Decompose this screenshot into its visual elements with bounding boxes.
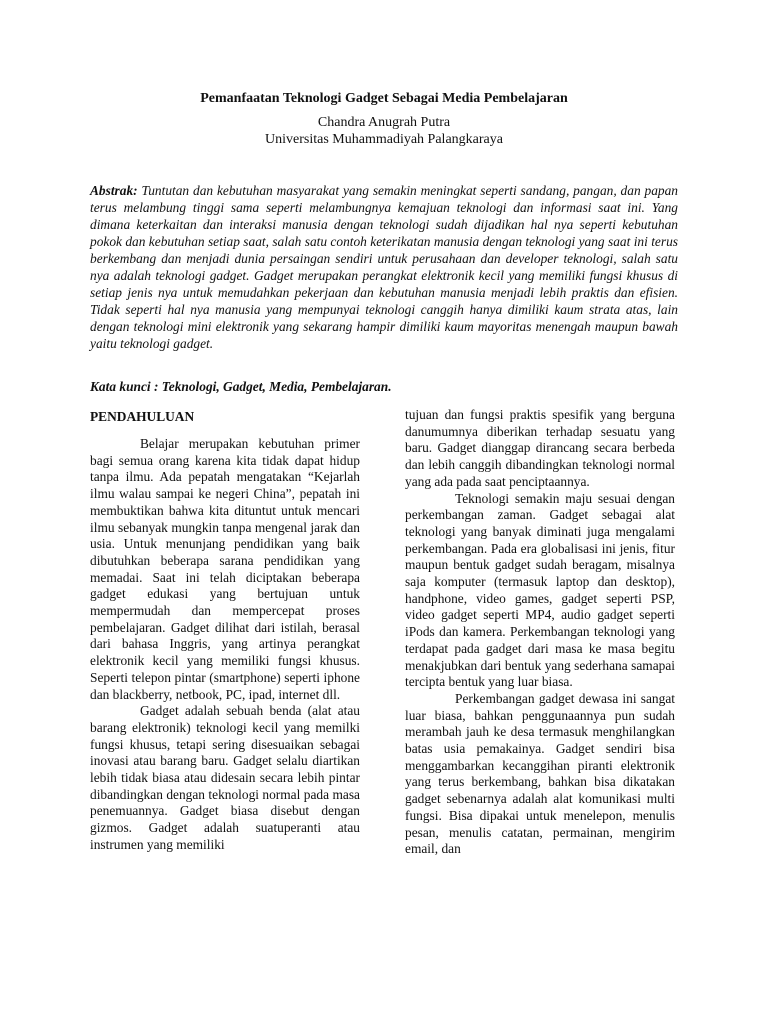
paragraph: Perkembangan gadget dewasa ini sangat luar biasa, bahkan penggunaannya pun sudah merambah jauh ke desa termasuk menghilangkan batas usia pemakainya. Gadget sendiri bisa menggambarkan kecanggihan piranti elektronik yang terus berkembang, bahkan bisa dikatakan gadget sebenarnya adalah alat komunikasi multi fungsi. Bisa dipakai untuk menelepon, menulis pesan, menulis catatan, permainan, mengirim email, dan xyxy=(405,690,675,857)
paper-title: Pemanfaatan Teknologi Gadget Sebagai Media Pembelajaran xyxy=(200,91,568,106)
abstract-text: Tuntutan dan kebutuhan masyarakat yang semakin meningkat seperti sandang, pangan, dan papan terus melambung tinggi sama seperti melambungnya kemajuan teknologi dan informasi saat ini. Yang dimana keterkaitan dan interaksi manusia dengan teknologi sudah dijadikan hal nya seperti kebutuhan pokok dan kebutuhan setiap saat, salah satu contoh keterikatan manusia dengan teknologi yang saat ini terus berkembang dan menjadi dunia persaingan sendiri untuk perusahaan dan developer teknologi, salah satu nya adalah teknologi gadget. Gadget merupakan perangkat elektronik kecil yang memiliki fungsi khusus di setiap jenis nya untuk memudahkan pekerjaan dan kebutuhan manusia menjadi lebih praktis dan efisien. Tidak seperti hal nya manusia yang mempunyai teknologi canggih hanya dimiliki kaum strata atas, lain dengan teknologi mini elektronik yang sekarang hampir dimiliki kaum mayoritas menengah maupun bawah yaitu teknologi gadget. xyxy=(90,183,678,351)
abstract-label: Abstrak: xyxy=(90,183,138,198)
keywords: Kata kunci : Teknologi, Gadget, Media, Pembelajaran. xyxy=(90,379,392,394)
section-heading: PENDAHULUAN xyxy=(90,409,195,424)
affiliation: Universitas Muhammadiyah Palangkaraya xyxy=(265,132,503,147)
paragraph: Belajar merupakan kebutuhan primer bagi semua orang karena kita tidak dapat hidup tanpa ilmu. Ada pepatah mengatakan “Kejarlah ilmu walau sampai ke negeri China”, pepatah ini membuktikan bahwa kita dituntut untuk mencari ilmu sebanyak mungkin tanpa mengenal jarak dan usia. Untuk menunjang pendidikan yang baik dibutuhkan beberapa sarana pendidikan yang memadai. Saat ini telah diciptakan beberapa gadget edukasi yang bertujuan untuk mempermudah dan mempercepat proses pembelajaran. Gadget dilihat dari istilah, berasal dari bahasa Inggris, yang artinya perangkat elektronik kecil yang memiliki fungsi khusus. Seperti telepon pintar (smartphone) seperti iphone dan blackberry, netbook, PC, ipad, internet dll. xyxy=(90,436,360,702)
abstract xyxy=(90,182,678,352)
right-column xyxy=(405,407,675,858)
left-column xyxy=(90,408,360,854)
paragraph: Gadget adalah sebuah benda (alat atau barang elektronik) teknologi kecil yang memilki fungsi khusus, tetapi sering disesuaikan sebagai inovasi atau barang baru. Gadget selalu diartikan lebih tidak biasa atau didesain secara lebih pintar dibandingkan dengan teknologi normal pada masa penemuannya. Gadget biasa disebut dengan gizmos. Gadget adalah suatuperanti atau instrumen yang memiliki xyxy=(90,703,360,852)
paragraph: tujuan dan fungsi praktis spesifik yang berguna danumumnya diberikan terhadap sesuatu yang baru. Gadget dianggap dirancang secara berbeda dan lebih canggih dibandingkan teknologi normal yang ada pada saat penciptaannya. xyxy=(405,407,675,489)
author-name: Chandra Anugrah Putra xyxy=(317,115,451,130)
paragraph: Teknologi semakin maju sesuai dengan perkembangan zaman. Gadget sebagai alat teknologi yang banyak diminati juga mengalami perkembangan. Pada era globalisasi ini jenis, fitur maupun bentuk gadget sudah beragam, misalnya saja komputer (termasuk laptop dan desktop), handphone, video games, gadget seperti PSP, video gadget seperti MP4, audio gadget seperti iPods dan kamera. Perkembangan teknologi yang terdapat pada gadget dari masa ke masa begitu menakjubkan dari bentuk yang sederhana samapai tercipta bentuk yang luar biasa. xyxy=(405,490,675,690)
